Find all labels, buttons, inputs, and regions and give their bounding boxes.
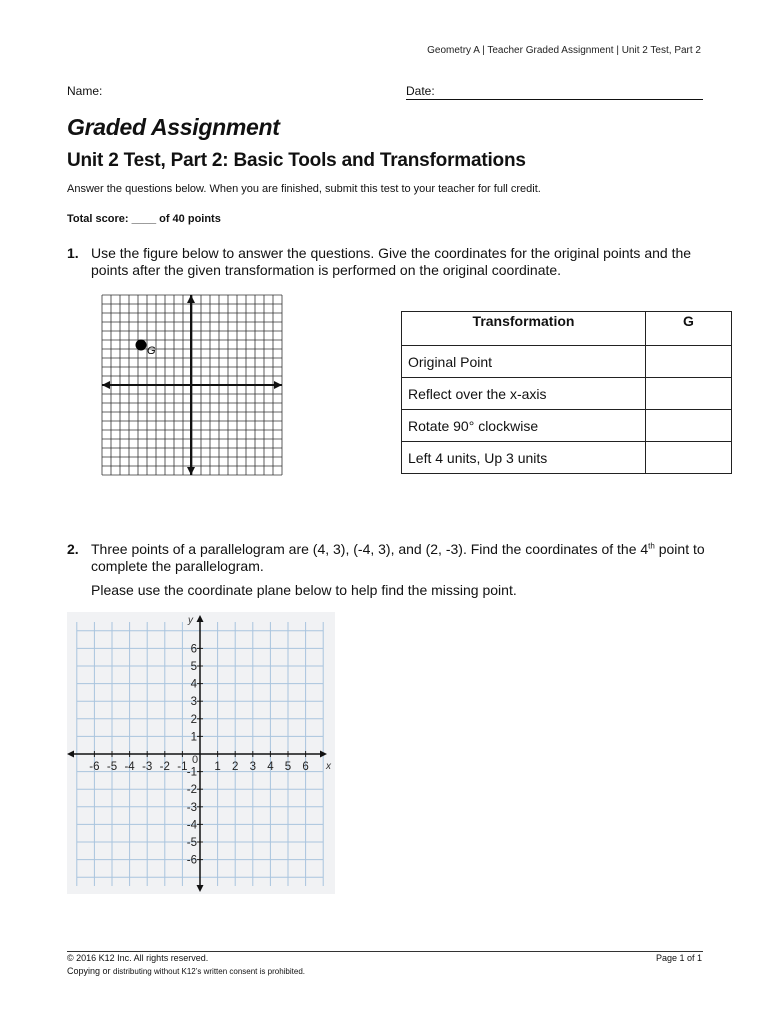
footer-notice bbox=[67, 966, 305, 976]
answer-cell-left-4-up-3[interactable] bbox=[646, 442, 732, 474]
table-row bbox=[402, 410, 732, 442]
plane-y-tick-label: -6 bbox=[186, 854, 197, 867]
plane-y-tick-label: -3 bbox=[186, 801, 197, 814]
footer-notice-prefix: Copying or bbox=[67, 966, 114, 976]
page-title: Graded Assignment bbox=[67, 114, 280, 140]
plane-y-tick-label: 2 bbox=[190, 713, 197, 726]
footer-divider bbox=[67, 951, 703, 952]
answer-cell-reflect-x-axis[interactable] bbox=[646, 378, 732, 410]
plane-y-tick-label: -4 bbox=[186, 819, 197, 832]
point-g-label: G bbox=[147, 345, 156, 357]
date-label: Date: bbox=[406, 84, 435, 98]
plane-x-tick-label: -2 bbox=[159, 761, 170, 773]
point-g bbox=[136, 340, 147, 351]
table-row bbox=[402, 346, 732, 378]
x-axis-arrow-right bbox=[274, 381, 282, 389]
table-row bbox=[402, 378, 732, 410]
plane-y-axis-label: y bbox=[188, 615, 193, 626]
plane-origin-label: 0 bbox=[192, 754, 199, 766]
plane-x-tick-label: -5 bbox=[106, 761, 118, 773]
column-header-transformation: Transformation bbox=[402, 312, 646, 346]
footer-page-number: Page 1 of 1 bbox=[655, 953, 702, 963]
instructions: Answer the questions below. When you are finished, submit this test to your teacher for full credit. bbox=[67, 183, 541, 195]
row-label-rotate-90: Rotate 90° clockwise bbox=[402, 410, 646, 442]
footer-copyright: © 2016 K12 Inc. All rights reserved. bbox=[67, 953, 209, 963]
plane-x-tick-label: 3 bbox=[249, 761, 257, 773]
plane-y-tick-label: -5 bbox=[186, 837, 197, 849]
question-1-text: Use the figure below to answer the questions. Give the coordinates for the original points and the points after the given transformation is performed on the original coordinate. bbox=[91, 245, 692, 278]
plane-y-tick-label: 4 bbox=[190, 678, 197, 691]
plane-x-tick-label: -4 bbox=[124, 761, 135, 773]
plane-x-tick-label: 5 bbox=[284, 761, 292, 773]
plane-x-tick-label: -1 bbox=[177, 761, 188, 773]
coordinate-plane-background bbox=[67, 612, 335, 894]
header-breadcrumb: Geometry A | Teacher Graded Assignment | Unit 2 Test, Part 2 bbox=[427, 45, 701, 56]
plane-x-tick-label: -3 bbox=[142, 761, 153, 773]
plane-y-tick-label: -2 bbox=[186, 784, 197, 797]
plane-y-tick-label: 3 bbox=[190, 696, 197, 709]
y-axis-arrow-up bbox=[187, 295, 195, 303]
plane-y-tick-label: 6 bbox=[190, 643, 197, 656]
plane-y-tick-label: 5 bbox=[190, 661, 197, 673]
coordinate-plane bbox=[67, 612, 335, 894]
plane-y-tick-label: -1 bbox=[186, 766, 197, 779]
plane-x-axis-label: x bbox=[326, 761, 331, 772]
date-field-line[interactable] bbox=[406, 99, 703, 100]
question-2-ordinal: th bbox=[648, 541, 655, 551]
question-2-help: Please use the coordinate plane below to help find the missing point. bbox=[91, 582, 517, 598]
plane-x-tick-label: 1 bbox=[214, 761, 221, 773]
answer-cell-original-point[interactable] bbox=[646, 346, 732, 378]
row-label-left-4-up-3: Left 4 units, Up 3 units bbox=[402, 442, 646, 474]
question-1-grid bbox=[101, 294, 283, 476]
question-2-text bbox=[91, 541, 711, 575]
page-subtitle: Unit 2 Test, Part 2: Basic Tools and Transformations bbox=[67, 150, 526, 171]
footer-notice-rest: distributing without K12’s written consent is prohibited. bbox=[113, 967, 305, 976]
plane-x-tick-label: 6 bbox=[302, 761, 309, 773]
name-label: Name: bbox=[67, 84, 103, 98]
total-score: Total score: ____ of 40 points bbox=[67, 213, 221, 225]
answer-cell-rotate-90[interactable] bbox=[646, 410, 732, 442]
y-axis-arrow-down bbox=[187, 467, 195, 475]
plane-y-tick-label: 1 bbox=[190, 731, 197, 744]
plane-x-tick-label: 2 bbox=[231, 761, 239, 773]
question-2-number: 2. bbox=[67, 541, 79, 557]
plane-x-tick-label: -6 bbox=[89, 761, 100, 773]
question-1-number: 1. bbox=[67, 245, 79, 261]
x-axis-arrow-left bbox=[102, 381, 110, 389]
table-row bbox=[402, 442, 732, 474]
column-header-g: G bbox=[646, 312, 732, 346]
table-header-row bbox=[402, 312, 732, 346]
plane-x-tick-label: 4 bbox=[267, 761, 274, 773]
row-label-original-point: Original Point bbox=[402, 346, 646, 378]
question-2-text-after: point to complete the parallelogram. bbox=[91, 541, 705, 574]
row-label-reflect-x-axis: Reflect over the x-axis bbox=[402, 378, 646, 410]
question-2-text-before: Three points of a parallelogram are (4, 3), (-4, 3), and (2, -3). Find the coordinates of the 4 bbox=[91, 541, 649, 557]
transformation-table bbox=[401, 311, 732, 474]
